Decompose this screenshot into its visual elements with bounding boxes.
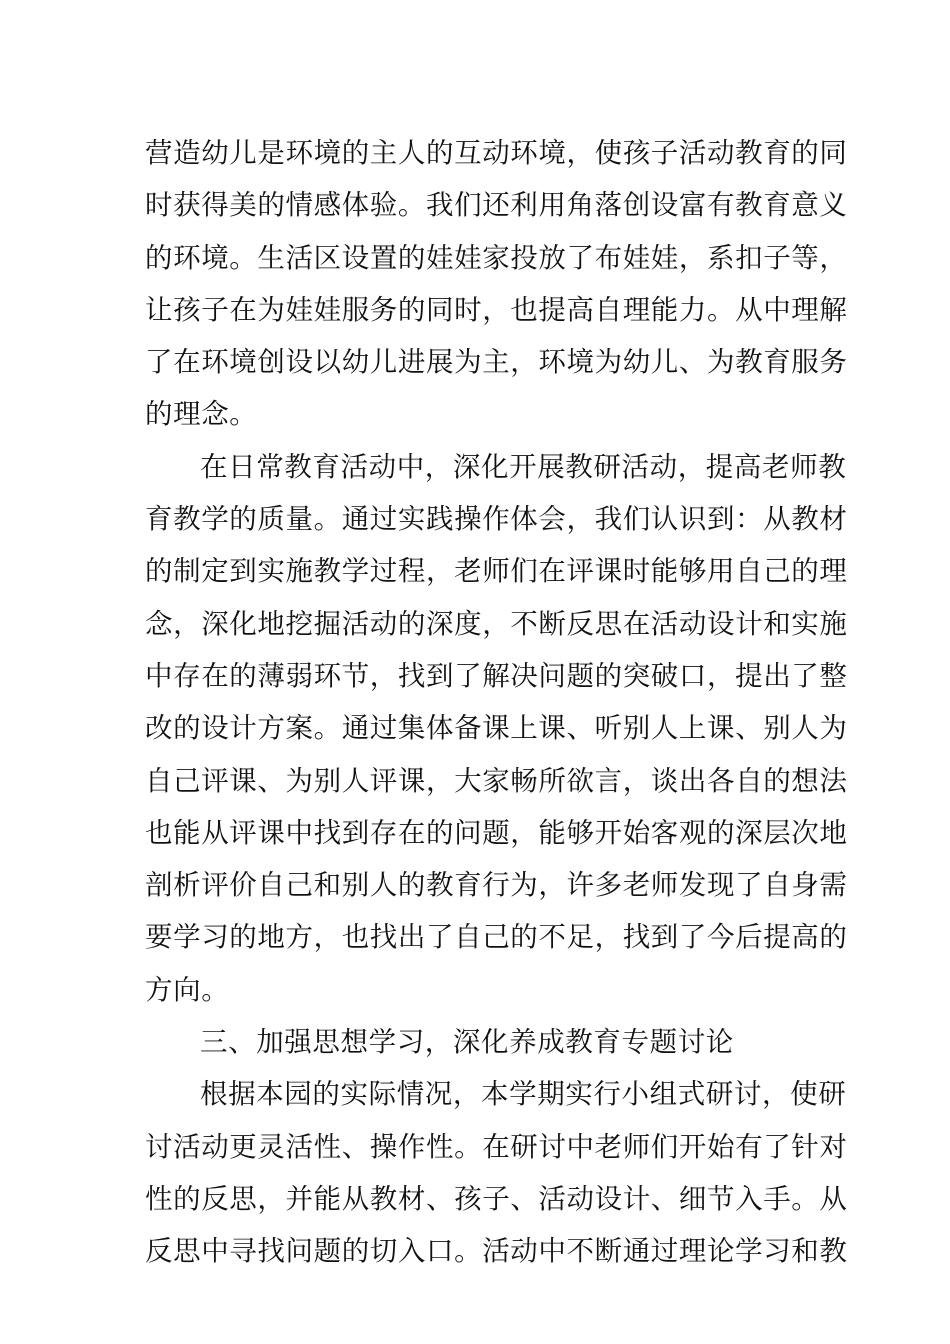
text-line: 的环境。生活区设置的娃娃家投放了布娃娃，系扣子等， <box>145 241 848 274</box>
text-line: 了在环境创设以幼儿进展为主，环境为幼儿、为教育服务 <box>145 346 848 379</box>
text-line: 育教学的质量。通过实践操作体会，我们认识到：从教材 <box>145 503 848 536</box>
document-body <box>145 127 848 1278</box>
text-line: 反思中寻找问题的切入口。活动中不断通过理论学习和教 <box>145 1235 848 1268</box>
text-line: 根据本园的实际情况，本学期实行小组式研讨，使研 <box>200 1078 847 1111</box>
paragraph-teaching-research <box>145 441 848 1016</box>
heading-text: 三、加强思想学习，深化养成教育专题讨论 <box>200 1026 734 1059</box>
text-line: 方向。 <box>145 973 230 1006</box>
text-line: 时获得美的情感体验。我们还利用角落创设富有教育意义 <box>145 189 848 222</box>
text-line: 念，深化地挖掘活动的深度，不断反思在活动设计和实施 <box>145 607 848 640</box>
text-line: 改的设计方案。通过集体备课上课、听别人上课、别人为 <box>145 712 848 745</box>
paragraph-environment <box>145 127 848 441</box>
section-heading <box>145 1016 810 1068</box>
text-line: 也能从评课中找到存在的问题，能够开始客观的深层次地 <box>145 816 848 849</box>
text-line: 中存在的薄弱环节，找到了解决问题的突破口，提出了整 <box>145 659 848 692</box>
text-line: 讨活动更灵活性、操作性。在研讨中老师们开始有了针对 <box>145 1130 848 1163</box>
text-line: 让孩子在为娃娃服务的同时，也提高自理能力。从中理解 <box>145 293 848 326</box>
text-line: 的理念。 <box>145 398 258 431</box>
text-line: 自己评课、为别人评课，大家畅所欲言，谈出各自的想法 <box>145 764 848 797</box>
text-line: 剖析评价自己和别人的教育行为，许多老师发现了自身需 <box>145 869 848 902</box>
text-line: 营造幼儿是环境的主人的互动环境，使孩子活动教育的同 <box>145 137 848 169</box>
text-line: 要学习的地方，也找出了自己的不足，找到了今后提高的 <box>145 921 848 954</box>
text-line: 性的反思，并能从教材、孩子、活动设计、细节入手。从 <box>145 1182 848 1215</box>
text-line: 在日常教育活动中，深化开展教研活动，提高老师教 <box>200 450 847 483</box>
paragraph-group-discussion <box>145 1068 848 1277</box>
text-line: 的制定到实施教学过程，老师们在评课时能够用自己的理 <box>145 555 848 588</box>
